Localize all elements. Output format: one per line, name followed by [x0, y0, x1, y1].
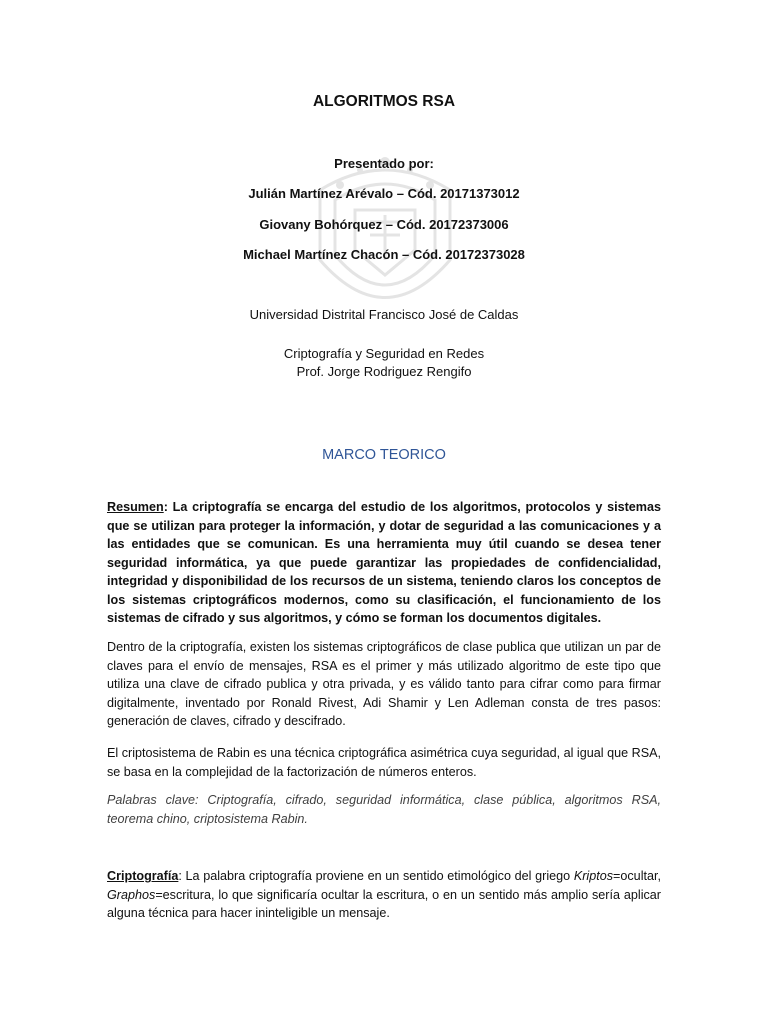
professor-name: Prof. Jorge Rodriguez Rengifo [296, 364, 472, 379]
author-line: Julián Martínez Arévalo – Cód. 20171373012 [248, 186, 520, 201]
university-name: Universidad Distrital Francisco José de Caldas [249, 307, 519, 322]
crypto-text: : La palabra criptografía proviene en un sentido etimológico del griego [178, 869, 574, 883]
presented-by-label: Presentado por: [334, 156, 434, 171]
abstract-paragraph [107, 498, 661, 628]
author-line: Giovany Bohórquez – Cód. 20172373006 [259, 217, 509, 232]
abstract-body: : La criptografía se encarga del estudio de los algoritmos, protocolos y sistemas que se utilizan para proteger la información, y dotar de seguridad a las comunicaciones y a las entidades que se comunican. Es una herramienta muy útil cuando se desea tener seguridad informática, ya que puede garantizar las propiedades de confidencialidad, integridad y disponibilidad de los recursos de un sistema, teniendo claros los conceptos de los sistemas criptográficos modernos, como su clasificación, el funcionamiento de los sistemas de cifrado y sus algoritmos, y cómo se forman los documentos digitales. [107, 500, 661, 625]
body-paragraph: El criptosistema de Rabin es una técnica criptográfica asimétrica cuya seguridad, al igual que RSA, se basa en la complejidad de la factorización de números enteros. [107, 746, 661, 779]
section-heading: MARCO TEORICO [322, 447, 446, 463]
keywords-paragraph: Palabras clave: Criptografía, cifrado, seguridad informática, clase pública, algoritmos RSA, teorema chino, criptosistema Rabin. [107, 793, 661, 826]
document-title: ALGORITMOS RSA [312, 93, 456, 110]
abstract-label: Resumen [107, 500, 164, 514]
crypto-text: =escritura, lo que significaría ocultar la escritura, o en un sentido más amplio sería aplicar alguna técnica para hacer ininteligible un mensaje. [107, 887, 661, 920]
crypto-definition-paragraph [107, 867, 661, 923]
crypto-term-graphos: Graphos [107, 887, 156, 902]
crypto-label: Criptografía [107, 869, 179, 883]
university-seal-watermark [300, 150, 470, 330]
author-line: Michael Martínez Chacón – Cód. 20172373028 [243, 247, 525, 262]
crypto-text: =ocultar, [613, 869, 661, 883]
course-name: Criptografía y Seguridad en Redes [283, 346, 485, 361]
body-paragraph: Dentro de la criptografía, existen los sistemas criptográficos de clase publica que utilizan un par de claves para el envío de mensajes, RSA es el primer y más utilizado algoritmo de este tipo que utiliza una clave de cifrado publica y otra privada, y es válido tanto para cifrar como para firmar digitalmente, inventado por Ronald Rivest, Adi Shamir y Len Adleman consta de tres pasos: generación de claves, cifrado y descifrado. [107, 640, 661, 728]
crypto-term-kriptos: Kriptos [573, 869, 614, 883]
